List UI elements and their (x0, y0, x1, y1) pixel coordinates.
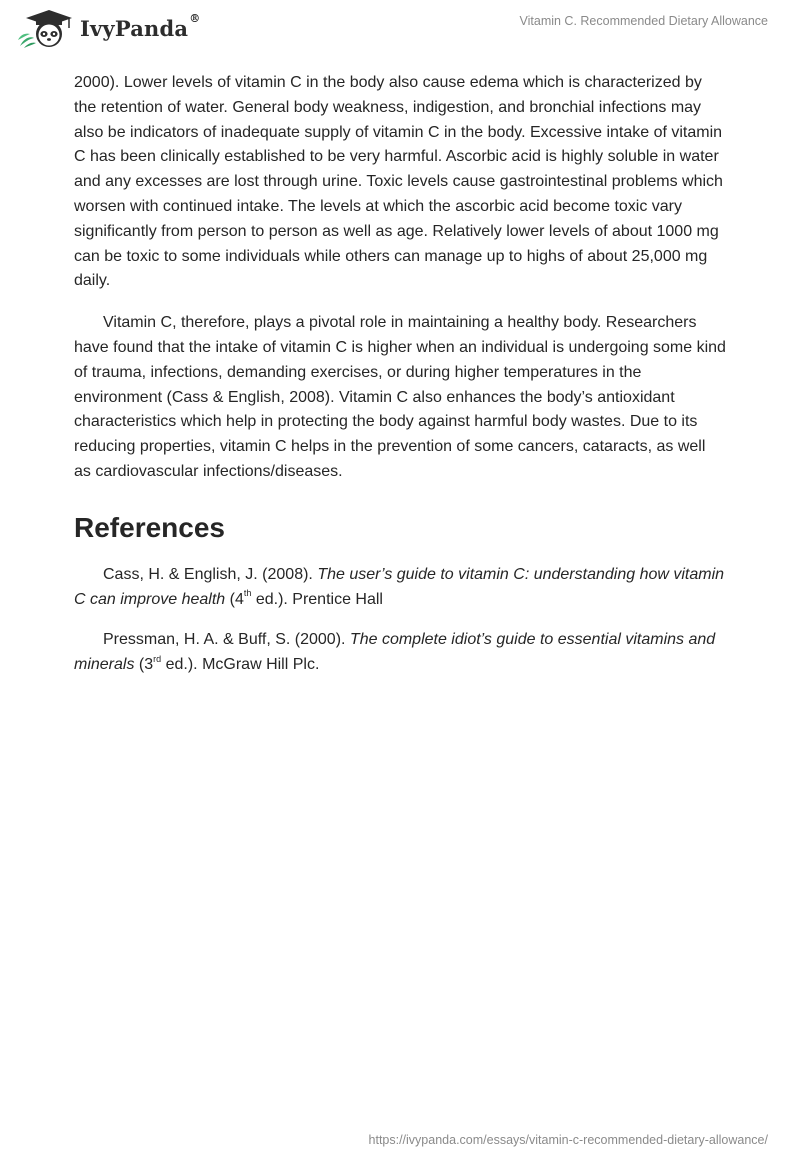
ivypanda-logo[interactable] (14, 8, 200, 48)
reference-authors: Cass, H. & English, J. (2008). (103, 565, 318, 583)
body-paragraph: 2000). Lower levels of vitamin C in the body also cause edema which is characterized by the retention of water. General body weakness, indigestion, and bronchial infections may also be indicators of inadequate supply of vitamin C in the body. Excessive intake of vitamin C has been clinically established to be very harmful. Ascorbic acid is highly soluble in water and any excesses are lost through urine. Toxic levels cause gastrointestinal problems which worsen with continued intake. The levels at which the ascorbic acid become toxic vary significantly from person to person as well as age. Relatively lower levels of about 1000 mg can be toxic to some individuals while others can manage up to highs of about 25,000 mg daily. (74, 74, 723, 290)
reference-edition: (3 (134, 656, 154, 674)
reference-edition-suffix: th (243, 588, 252, 599)
document-title: Vitamin C. Recommended Dietary Allowance (519, 14, 768, 28)
page-header (0, 0, 800, 60)
registered-mark: ® (189, 11, 201, 25)
essay-content (74, 71, 726, 694)
reference-edition-suffix: rd (153, 653, 162, 664)
body-paragraph: Vitamin C, therefore, plays a pivotal role in maintaining a healthy body. Researchers have found that the intake of vitamin C is higher when an individual is undergoing some kind of trauma, infections, demanding exercises, or during higher temperatures in the environment (Cass & English, 2008). Vitamin C also enhances the body’s antioxidant characteristics which help in protecting the body against harmful body wastes. Due to its reducing properties, vitamin C helps in the prevention of some cancers, cataracts, as well as cardiovascular infections/diseases. (74, 314, 726, 480)
references-heading: References (74, 511, 225, 543)
reference-edition: (4 (225, 590, 244, 608)
reference-item (74, 628, 726, 678)
reference-item (74, 563, 726, 613)
reference-authors: Pressman, H. A. & Buff, S. (2000). (103, 631, 350, 649)
reference-publisher: ed.). McGraw Hill Plc. (161, 656, 320, 674)
footer-url[interactable]: https://ivypanda.com/essays/vitamin-c-recommended-dietary-allowance/ (368, 1133, 768, 1147)
reference-title: The user’s guide to vitamin C: understanding how vitamin C can improve health (74, 565, 725, 608)
panda-graduate-icon (14, 8, 74, 48)
reference-publisher: ed.). Prentice Hall (251, 590, 383, 608)
logo-text: IvyPanda® (80, 11, 201, 41)
reference-title: The complete idiot’s guide to essential vitamins and minerals (74, 631, 716, 674)
